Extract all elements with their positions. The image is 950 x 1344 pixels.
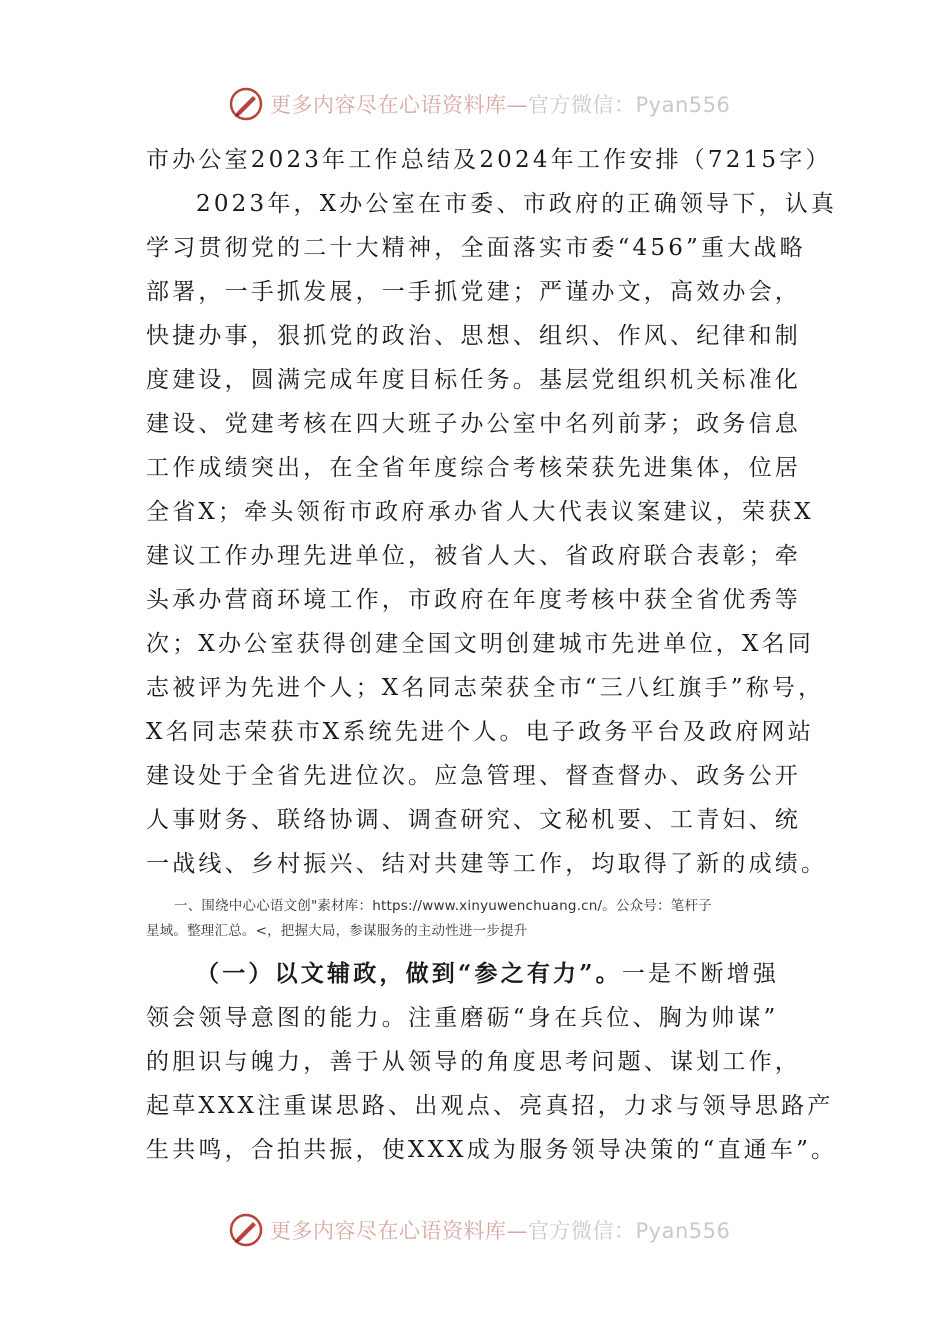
text-line: 头承办营商环境工作，市政府在年度考核中获全省优秀等 — [146, 587, 801, 613]
text-line: 次；X办公室获得创建全国文明创建城市先进单位，X名同 — [146, 631, 814, 657]
text-line: X名同志荣获市X系统先进个人。电子政务平台及政府网站 — [146, 719, 814, 745]
text-line: 建议工作办理先进单位，被省人大、省政府联合表彰；牵 — [146, 543, 801, 569]
text-line: 星域。整理汇总。<，把握大局，参谋服务的主动性进一步提升 — [146, 923, 528, 939]
document-body — [146, 138, 838, 1172]
text-line: 2023年，X办公室在市委、市政府的正确领导下，认真 — [196, 191, 838, 217]
section-heading — [146, 894, 814, 944]
text-line: 部署，一手抓发展，一手抓党建；严谨办文，高效办会， — [146, 279, 801, 305]
text-line: 的胆识与魄力，善于从领导的角度思考问题、谋划工作， — [146, 1049, 801, 1075]
text-line: 志被评为先进个人；X名同志荣获全市“三八红旗手”称号， — [146, 675, 825, 701]
subsection-paragraph — [146, 952, 838, 1172]
subsection-title: （一）以文辅政，做到“参之有力”。 — [196, 960, 622, 987]
watermark-banner-bottom — [228, 1210, 730, 1250]
text-line: 学习贯彻党的二十大精神，全面落实市委“456”重大战略 — [146, 235, 806, 261]
watermark-text: 更多内容尽在心语资料库—官方微信：Pyan556 — [270, 1219, 731, 1243]
document-title: 市办公室2023年工作总结及2024年工作安排（7215字） — [146, 147, 832, 173]
pen-logo-icon — [228, 1212, 264, 1248]
text-line: 一、围绕中心心语文创"素材库：https://www.xinyuwenchuang.cn/。公众号：笔杆子 — [174, 898, 712, 914]
pen-logo-icon — [228, 86, 264, 122]
text-line: 起草XXX注重谋思路、出观点、亮真招，力求与领导思路产 — [146, 1093, 834, 1119]
text-line: 度建设，圆满完成年度目标任务。基层党组织机关标准化 — [146, 367, 801, 393]
watermark-banner-top — [228, 84, 730, 124]
watermark-text: 更多内容尽在心语资料库—官方微信：Pyan556 — [270, 93, 731, 117]
text-line: 一战线、乡村振兴、结对共建等工作，均取得了新的成绩。 — [146, 851, 828, 877]
intro-paragraph — [146, 182, 838, 886]
text-line: 人事财务、联络协调、调查研究、文秘机要、工青妇、统 — [146, 807, 801, 833]
text-line: 生共鸣，合拍共振，使XXX成为服务领导决策的“直通车”。 — [146, 1137, 838, 1163]
text-line: 全省X；牵头领衔市政府承办省人大代表议案建议，荣获X — [146, 499, 814, 525]
text-line: 工作成绩突出，在全省年度综合考核荣获先进集体，位居 — [146, 455, 801, 481]
subsection-first-line: （一）以文辅政，做到“参之有力”。一是不断增强 — [196, 960, 780, 987]
text-line: 建设、党建考核在四大班子办公室中名列前茅；政务信息 — [146, 411, 801, 437]
text-line: 快捷办事，狠抓党的政治、思想、组织、作风、纪律和制 — [146, 323, 801, 349]
text-line: 建设处于全省先进位次。应急管理、督查督办、政务公开 — [146, 763, 801, 789]
text-line: 领会领导意图的能力。注重磨砺“身在兵位、胸为帅谋” — [146, 1005, 779, 1031]
